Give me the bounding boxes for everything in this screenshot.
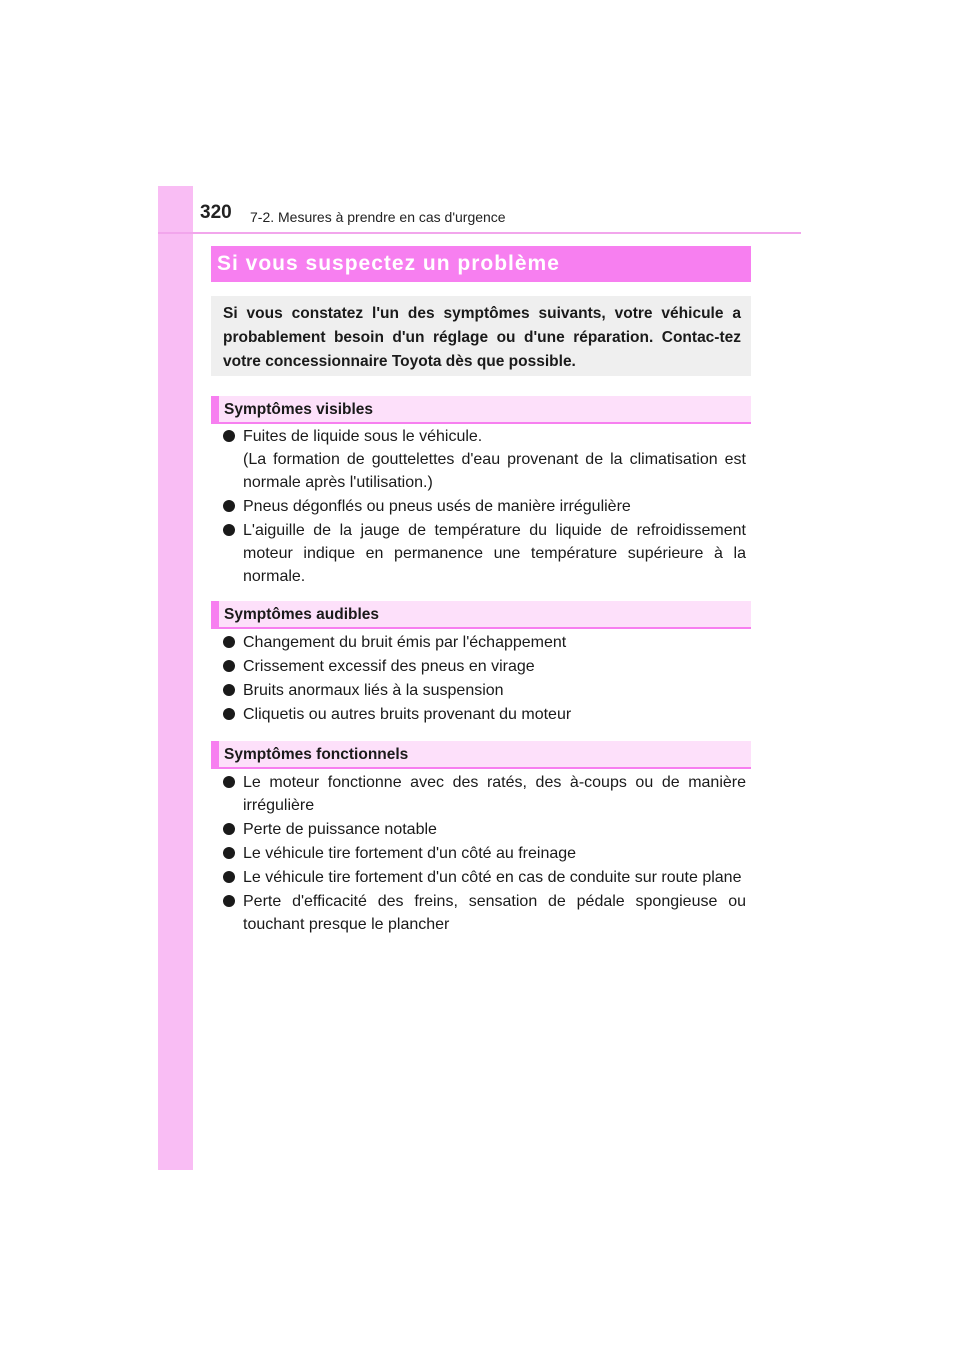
symptom-list-functional <box>223 771 746 937</box>
list-item <box>223 519 746 588</box>
section-heading-functional <box>211 741 751 769</box>
symptom-list-visible <box>223 425 746 589</box>
section-heading-label: Symptômes visibles <box>224 401 374 418</box>
bullet-icon <box>223 500 235 512</box>
bullet-icon <box>223 823 235 835</box>
list-item <box>223 818 746 841</box>
list-item <box>223 631 746 654</box>
section-heading-label: Symptômes fonctionnels <box>224 746 409 763</box>
list-item-text: Perte de puissance notable <box>243 821 437 838</box>
header-rule <box>158 232 801 234</box>
bullet-icon <box>223 636 235 648</box>
list-item <box>223 655 746 678</box>
list-item-text: Perte d'efficacité des freins, sensation de pédale spongieuse ou touchant presque le plancher <box>243 893 746 933</box>
bullet-icon <box>223 871 235 883</box>
list-item-text: Crissement excessif des pneus en virage <box>243 658 535 675</box>
list-item <box>223 842 746 865</box>
page-title: Si vous suspectez un problème <box>217 252 560 275</box>
section-path: 7-2. Mesures à prendre en cas d'urgence <box>250 209 506 225</box>
list-item-text: Le véhicule tire fortement d'un côté au freinage <box>243 845 577 862</box>
bullet-icon <box>223 847 235 859</box>
list-item <box>223 890 746 936</box>
list-item-text: Cliquetis ou autres bruits provenant du moteur <box>243 706 572 723</box>
page-title-bar <box>211 246 751 282</box>
section-heading-label: Symptômes audibles <box>224 606 380 623</box>
page-number: 320 <box>200 202 232 223</box>
list-item <box>223 495 746 518</box>
bullet-icon <box>223 776 235 788</box>
list-item-text: Pneus dégonflés ou pneus usés de manière irrégulière <box>243 498 631 515</box>
bullet-icon <box>223 524 235 536</box>
bullet-icon <box>223 660 235 672</box>
section-heading-audible <box>211 601 751 629</box>
symptom-list-audible <box>223 631 746 727</box>
side-tab-band <box>158 186 193 1170</box>
section-heading-visible <box>211 396 751 424</box>
list-item-text: Le véhicule tire fortement d'un côté en cas de conduite sur route plane <box>243 869 742 886</box>
list-item <box>223 866 746 889</box>
bullet-icon <box>223 430 235 442</box>
list-item-text: Changement du bruit émis par l'échappement <box>243 634 567 651</box>
list-item <box>223 679 746 702</box>
list-item <box>223 771 746 817</box>
bullet-icon <box>223 895 235 907</box>
bullet-icon <box>223 708 235 720</box>
intro-box: Si vous constatez l'un des symptômes suivants, votre véhicule a probablement besoin d'un réglage ou d'une réparation. Contac-tez votre concessionnaire Toyota dès que possible. <box>211 296 751 376</box>
list-item-note: (La formation de gouttelettes d'eau provenant de la climatisation est normale après l'utilisation.) <box>243 451 746 491</box>
bullet-icon <box>223 684 235 696</box>
list-item-text: Le moteur fonctionne avec des ratés, des à-coups ou de manière irrégulière <box>243 774 746 814</box>
list-item-text: Bruits anormaux liés à la suspension <box>243 682 504 699</box>
list-item <box>223 425 746 494</box>
list-item <box>223 703 746 726</box>
list-item-text: Fuites de liquide sous le véhicule. <box>243 428 483 445</box>
list-item-text: L'aiguille de la jauge de température du liquide de refroidissement moteur indique en permanence une température supérieure à la normale. <box>243 522 746 585</box>
